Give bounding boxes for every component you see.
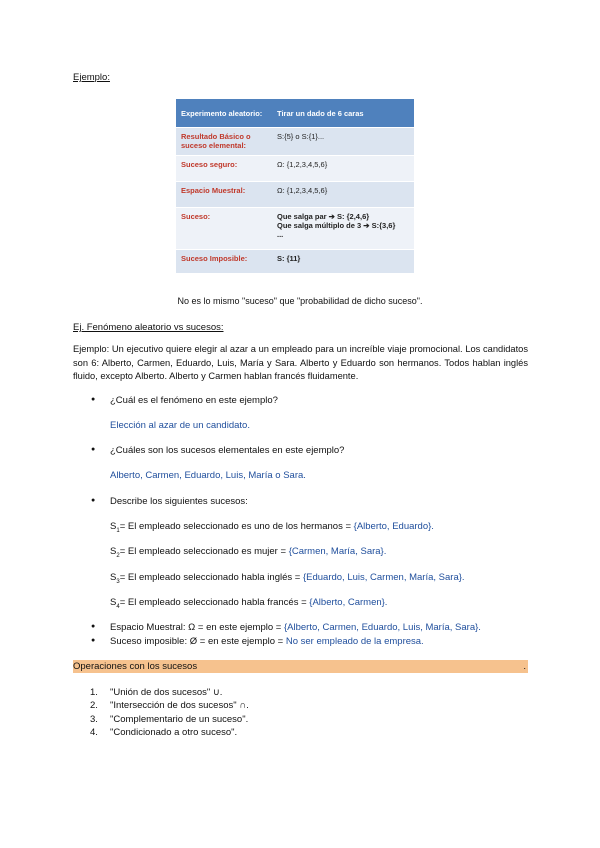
answer-1: Elección al azar de un candidato.: [110, 420, 250, 431]
row-label: Suceso:: [176, 208, 272, 250]
suceso-text: = El empleado seleccionado habla francés =: [119, 597, 310, 608]
note: No es lo mismo "suceso" que "probabilidad de dicho suceso".: [177, 296, 423, 306]
table-row: [176, 156, 414, 182]
suceso-symbol: S: [110, 572, 117, 583]
paragraph: Ejemplo: Un ejecutivo quiere elegir al azar a un empleado para un increíble viaje promocional. Los candidatos son 6: Alberto, Carmen, Eduardo, Luis, María y Sara. Alberto y Eduardo son hermanos. Todos hablan inglés fluido, excepto Alberto. Alberto y Carmen hablan francés fluidamente.: [73, 344, 528, 381]
list-text: "Condicionado a otro suceso".: [110, 726, 238, 738]
suceso-answer: {Alberto, Eduardo}.: [353, 521, 434, 532]
suceso-subscript: 1: [116, 527, 120, 534]
ops-title-dot: .: [523, 661, 526, 672]
table-header-row: [176, 99, 414, 128]
list-text: "Complementario de un suceso".: [110, 713, 249, 725]
suceso-symbol: S: [110, 546, 117, 557]
espacio-text: Espacio Muestral: Ω = en este ejemplo =: [110, 622, 284, 633]
suceso-s4: [110, 597, 387, 610]
row-value-line: Que salga par ➔ S: {2,4,6}: [277, 212, 370, 221]
row-value: [272, 208, 414, 250]
suceso-imposible: [110, 636, 424, 647]
row-value-line: Que salga múltiplo de 3 ➔ S:{3,6}: [277, 221, 396, 230]
table-row: [176, 128, 414, 156]
espacio-muestral: [110, 622, 481, 633]
answer-2: Alberto, Carmen, Eduardo, Luis, María o Sara.: [110, 470, 306, 481]
list-item: [90, 726, 249, 739]
question-2: ● ¿Cuáles son los sucesos elementales en este ejemplo?: [110, 445, 344, 456]
suceso-subscript: 3: [116, 578, 120, 585]
table-row: [176, 208, 414, 250]
example-table: [176, 99, 414, 274]
suceso-text: = El empleado seleccionado habla inglés =: [119, 572, 303, 583]
imposible-answer: No ser empleado de la empresa.: [285, 636, 424, 647]
list-number: 2.: [90, 700, 98, 712]
ops-list: [90, 686, 249, 739]
suceso-text: = El empleado seleccionado es uno de los hermanos =: [119, 521, 354, 532]
list-number: 4.: [90, 726, 98, 738]
suceso-symbol: S: [110, 521, 117, 532]
imposible-text: Suceso imposible: Ø = en este ejemplo =: [110, 636, 286, 647]
row-value: S: {11}: [272, 250, 414, 274]
suceso-answer: {Eduardo, Luis, Carmen, María, Sara}.: [302, 572, 465, 583]
question-3: ● Describe los siguientes sucesos:: [110, 496, 248, 507]
row-value: S:{5} o S:{1}...: [272, 128, 414, 156]
table-header-cell: Tirar un dado de 6 caras: [272, 99, 414, 128]
row-label: Resultado Básico o suceso elemental:: [176, 128, 272, 156]
table-row: [176, 250, 414, 274]
list-item: [90, 686, 249, 699]
ejemplo-heading: Ejemplo:: [73, 72, 110, 83]
list-item: [90, 713, 249, 726]
suceso-answer: {Alberto, Carmen}.: [309, 597, 388, 608]
section-title: Ej. Fenómeno aleatorio vs sucesos:: [73, 322, 224, 333]
list-number: 3.: [90, 713, 98, 725]
table-row: [176, 182, 414, 208]
question-1: ● ¿Cuál es el fenómeno en este ejemplo?: [110, 395, 278, 406]
row-label: Espacio Muestral:: [176, 182, 272, 208]
suceso-subscript: 2: [116, 552, 120, 559]
list-item: [90, 699, 249, 712]
list-number: 1.: [90, 687, 98, 698]
suceso-text: = El empleado seleccionado es mujer =: [119, 546, 289, 557]
ops-title: Operaciones con los sucesos: [73, 661, 198, 672]
suceso-answer: {Carmen, María, Sara}.: [288, 546, 387, 557]
suceso-s1: [110, 521, 434, 534]
row-value: Ω: {1,2,3,4,5,6}: [272, 182, 414, 208]
suceso-s2: [110, 546, 386, 559]
row-value: Ω: {1,2,3,4,5,6}: [272, 156, 414, 182]
suceso-s3: [110, 572, 465, 585]
row-label: Suceso Imposible:: [176, 250, 272, 274]
list-text: "Unión de dos sucesos" ∪.: [110, 687, 223, 698]
suceso-subscript: 4: [116, 603, 120, 610]
ops-title-bar: [73, 660, 528, 673]
list-text: "Intersección de dos sucesos" ∩.: [110, 700, 249, 712]
suceso-symbol: S: [110, 597, 117, 608]
table-header-cell: Experimento aleatorio:: [176, 99, 272, 128]
espacio-answer: {Alberto, Carmen, Eduardo, Luis, María, Sara}.: [283, 622, 481, 633]
row-value-line: ...: [277, 230, 284, 239]
row-label: Suceso seguro:: [176, 156, 272, 182]
